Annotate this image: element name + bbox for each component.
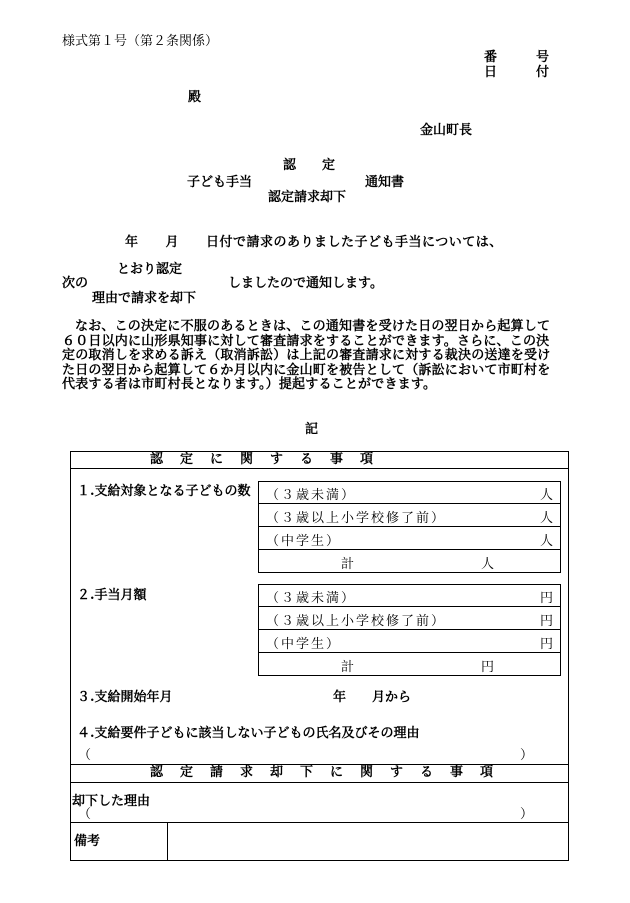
row-label: （３歳以上小学校修了前） xyxy=(266,614,447,629)
item4-label: ４.支給要件子どもに該当しない子どもの氏名及びその理由 xyxy=(77,726,420,741)
intro-approve: とおり認定 xyxy=(117,262,183,277)
remarks-label: 備考 xyxy=(74,834,101,849)
rejection-open-paren: （ xyxy=(78,807,92,822)
row-unit: 円 xyxy=(539,591,553,606)
rejection-close-paren: ） xyxy=(520,807,534,822)
row-unit: 人 xyxy=(539,488,553,503)
rejection-reason-label: 却下した理由 xyxy=(72,794,151,809)
row-label: （３歳未満） xyxy=(266,591,357,606)
row-unit: 円 xyxy=(539,637,553,652)
appeal-notice: なお、この決定に不服のあるときは、この通知書を受けた日の翌日から起算して６０日以内に山形県知事に対して審査請求をすることができます。さらに、この決定の取消しを求める訴え（取消訴訟）は上記の審査請求に対する裁決の送達を受けた日の翌日から起算して６か月以内に金山町を被告として（訴訟において市町村を代表する者は市町村長となります。）提起することができます。 xyxy=(62,319,551,393)
row-unit: 円 xyxy=(539,614,553,629)
item1-row xyxy=(258,504,561,527)
number-label: 番 号 xyxy=(484,50,550,65)
total-unit: 人 xyxy=(481,557,495,572)
item3-value: 年 月から xyxy=(333,690,412,705)
remarks-column-divider xyxy=(167,822,168,861)
row-label: （３歳未満） xyxy=(266,488,357,503)
title-main: 子ども手当 xyxy=(187,175,253,190)
row-label: （３歳以上小学校修了前） xyxy=(266,511,447,526)
row-unit: 人 xyxy=(539,511,553,526)
title-suffix: 通知書 xyxy=(365,175,405,190)
section1-header: 認 定 に 関 す る 事 項 xyxy=(150,452,376,467)
intro-reject: 理由で請求を却下 xyxy=(92,291,197,306)
intro-prefix: 次の xyxy=(62,276,89,291)
form-number: 様式第１号（第２条関係） xyxy=(62,34,219,49)
item2-row xyxy=(258,607,561,630)
item4-open-paren: （ xyxy=(78,748,92,763)
item3-label: ３.支給開始年月 xyxy=(77,690,173,705)
total-label: 計 xyxy=(341,557,355,572)
item1-row xyxy=(258,527,561,550)
row-label: （中学生） xyxy=(266,637,342,652)
item2-total-row xyxy=(258,653,561,676)
intro-notify: しましたので通知します。 xyxy=(228,276,383,291)
total-label: 計 xyxy=(341,660,355,675)
addressee-suffix: 殿 xyxy=(188,90,202,105)
row-unit: 人 xyxy=(539,534,553,549)
item2-label: ２.手当月額 xyxy=(77,588,147,603)
ki-label: 記 xyxy=(305,422,319,437)
section2-header: 認 定 請 求 却 下 に 関 す る 事 項 xyxy=(150,765,496,780)
title-rejection: 認定請求却下 xyxy=(268,190,347,205)
item1-label: １.支給対象となる子どもの数 xyxy=(77,484,251,499)
intro-line: 年 月 日付で請求のありました子ども手当については、 xyxy=(125,235,503,250)
date-label: 日 付 xyxy=(484,65,550,80)
item4-close-paren: ） xyxy=(520,748,534,763)
section2-bottom-divider xyxy=(70,782,569,783)
item1-total-row xyxy=(258,550,561,573)
issuer-name: 金山町長 xyxy=(420,123,473,138)
item1-row xyxy=(258,481,561,504)
row-label: （中学生） xyxy=(266,534,342,549)
title-recognition: 認 定 xyxy=(283,158,336,173)
remarks-divider xyxy=(70,822,569,823)
total-unit: 円 xyxy=(481,660,495,675)
item2-row xyxy=(258,630,561,653)
header-divider xyxy=(70,468,569,469)
item2-row xyxy=(258,584,561,607)
